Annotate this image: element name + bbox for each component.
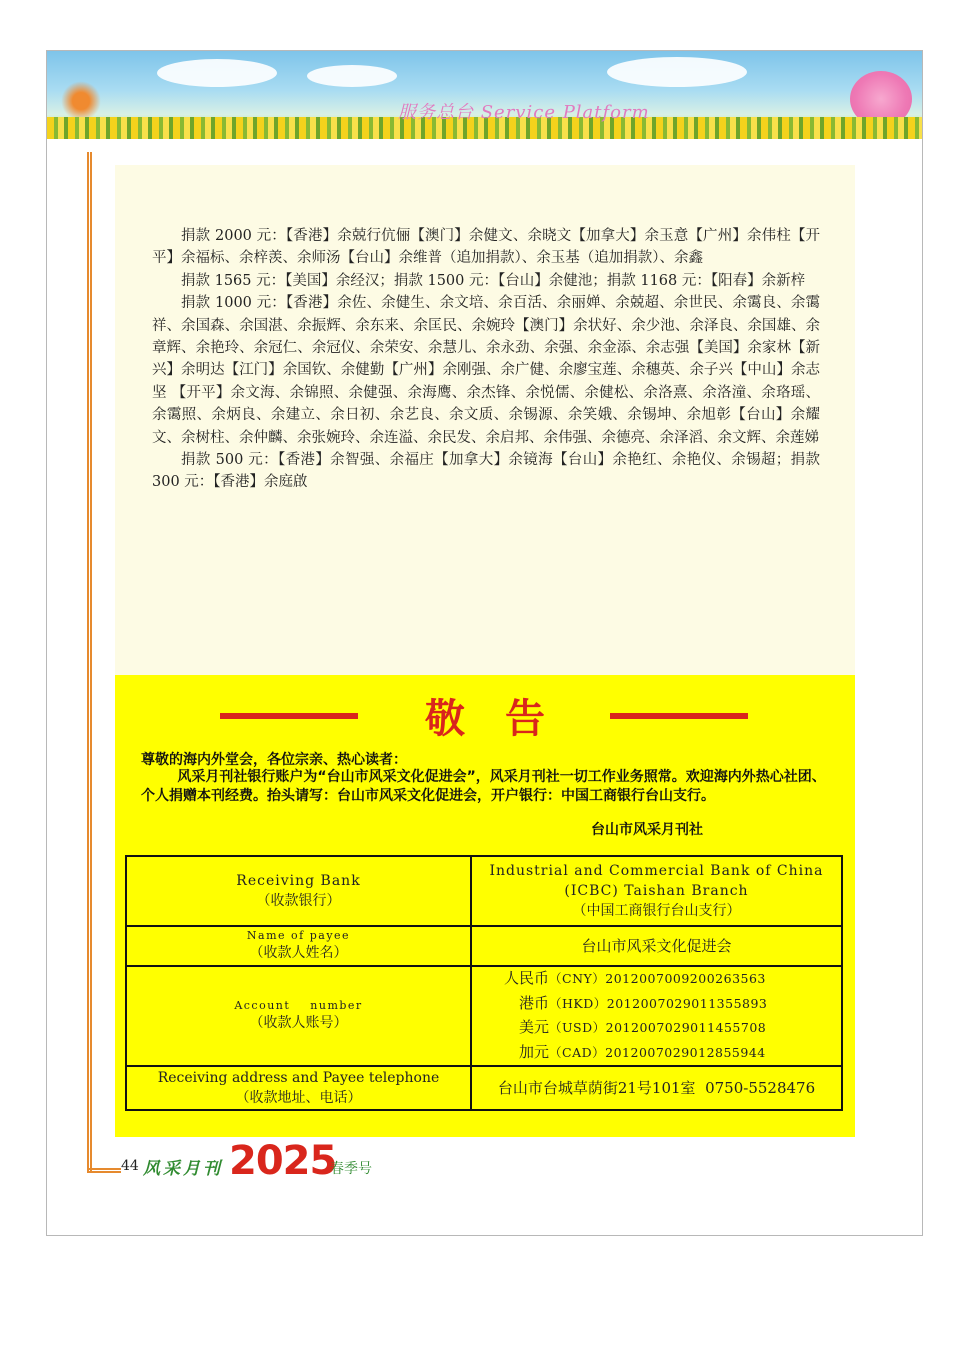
account-line bbox=[504, 992, 841, 1017]
address-label-cn: （收款地址、电话） bbox=[235, 1090, 362, 1106]
account-line bbox=[504, 1041, 841, 1066]
decorative-vertical-rule bbox=[87, 152, 92, 1172]
notice-signature: 台山市风采月刊社 bbox=[591, 822, 703, 838]
notice-panel bbox=[115, 675, 855, 1137]
header-banner bbox=[47, 51, 922, 139]
page-number: 44 bbox=[121, 1158, 139, 1174]
account-number: （USD）2012007029011455708 bbox=[549, 1020, 767, 1035]
table-cell bbox=[126, 1066, 471, 1110]
account-label-cn: （收款人账号） bbox=[249, 1015, 348, 1031]
donation-paragraph: 捐款 500 元：【香港】余智强、余福庄【加拿大】余镜海【台山】余艳红、余艳仪、余锡超；捐款 300 元：【香港】余庭啟 bbox=[152, 452, 820, 491]
bank-info-table bbox=[125, 855, 843, 1111]
payee-label-cn: （收款人姓名） bbox=[249, 945, 348, 961]
bank-name-en-2: (ICBC) Taishan Branch bbox=[564, 883, 749, 899]
address-label-en: Receiving address and Payee telephone bbox=[157, 1070, 440, 1086]
table-row bbox=[126, 966, 842, 1066]
section-title: 服务总台 Service Platform bbox=[398, 102, 650, 123]
account-number: （CAD）2012007029012855944 bbox=[549, 1044, 766, 1060]
cloud-image bbox=[157, 59, 277, 87]
table-cell bbox=[126, 966, 471, 1066]
notice-title: 敬告 bbox=[425, 696, 585, 742]
account-currency: 加元 bbox=[519, 1042, 550, 1061]
donation-paragraph: 捐款 2000 元：【香港】余兢行伉俪【澳门】余健文、余晓文【加拿大】余玉意【广州】余伟柱【开平】余福标、余梓羡、余师汤【台山】余维普（追加捐款）、余玉基（追加捐款）、余鑫 bbox=[152, 228, 820, 267]
table-cell bbox=[471, 1066, 842, 1110]
table-row bbox=[126, 856, 842, 926]
donation-list bbox=[152, 225, 820, 494]
notice-body: 风采月刊社银行账户为“台山市风采文化促进会”，风采月刊社一切工作业务照常。欢迎海内外热心社团、个人捐赠本刊经费。抬头请写：台山市风采文化促进会，开户银行：中国工商银行台山支行。 bbox=[141, 769, 826, 804]
table-cell bbox=[471, 926, 842, 966]
issue-season: 春季号 bbox=[330, 1161, 372, 1177]
donation-paragraph: 捐款 1565 元：【美国】余经汉；捐款 1500 元：【台山】余健池；捐款 1168 元：【阳春】余新梓 bbox=[181, 272, 806, 289]
account-currency: 美元 bbox=[519, 1018, 550, 1036]
account-currency: 人民币 bbox=[504, 969, 550, 987]
decorative-horizontal-rule bbox=[87, 1168, 121, 1173]
receiving-bank-label-en: Receiving Bank bbox=[236, 873, 361, 889]
table-cell bbox=[471, 856, 842, 926]
bank-name-en: Industrial and Commercial Bank of China bbox=[489, 863, 824, 879]
issue-year: 2025 bbox=[229, 1138, 337, 1184]
notice-greeting: 尊敬的海内外堂会，各位宗亲、热心读者： bbox=[141, 752, 407, 768]
account-number: （CNY）2012007009200263563 bbox=[549, 971, 766, 986]
table-row bbox=[126, 1066, 842, 1110]
cloud-image bbox=[307, 65, 397, 87]
payee-label-en: Name of payee bbox=[246, 929, 351, 942]
account-currency: 港币 bbox=[519, 993, 550, 1012]
table-cell bbox=[126, 926, 471, 966]
receiving-bank-label-cn: （收款银行） bbox=[256, 893, 341, 909]
account-line bbox=[504, 967, 841, 992]
table-row bbox=[126, 926, 842, 966]
payee-value: 台山市风采文化促进会 bbox=[581, 937, 732, 955]
account-label-en: Account number bbox=[234, 999, 363, 1012]
bank-name-cn: （中国工商银行台山支行） bbox=[572, 903, 741, 919]
cloud-image bbox=[607, 57, 747, 87]
donation-paragraph: 捐款 1000 元：【香港】余佐、余健生、余文培、余百活、余丽婵、余兢超、余世民、余霭良、余霭祥、余国森、余国湛、余振辉、余东来、余匡民、余婉玲【澳门】余状好、余少池、余泽良、余国雄、余章辉、余艳玲、余冠仁、余冠仪、余荣安、余慧儿、余永劲、余强、余金添、余志强【美国】余家林【新兴】余明达【江门】余国钦、余健勤【广州】余刚强、余广健、余廖宝莲、余穗英、余子兴【中山】余志坚 【开平】余文海、余锦照、余健强、余海鹰、余杰锋、余悦儒、余健松、余洛熹、余洛潼、余珞瑶、余霭照、余炳良、余建立、余日初、余艺良、余文质、余锡源、余笑娥、余锡坤、余旭彰【台山】余耀文、余树柱、余仲麟、余张婉玲、余连溢、余民发、余启邦、余伟强、余德亮、余泽滔、余文辉、余莲娣 bbox=[152, 295, 820, 446]
table-cell bbox=[471, 966, 842, 1066]
account-line bbox=[504, 1016, 841, 1041]
girl-illustration bbox=[61, 81, 101, 121]
address-value: 台山市台城草荫街21号101室 0750-5528476 bbox=[497, 1079, 816, 1097]
account-number: （HKD）2012007029011355893 bbox=[549, 995, 768, 1011]
magazine-name: 风采月刊 bbox=[143, 1159, 223, 1179]
table-cell bbox=[126, 856, 471, 926]
